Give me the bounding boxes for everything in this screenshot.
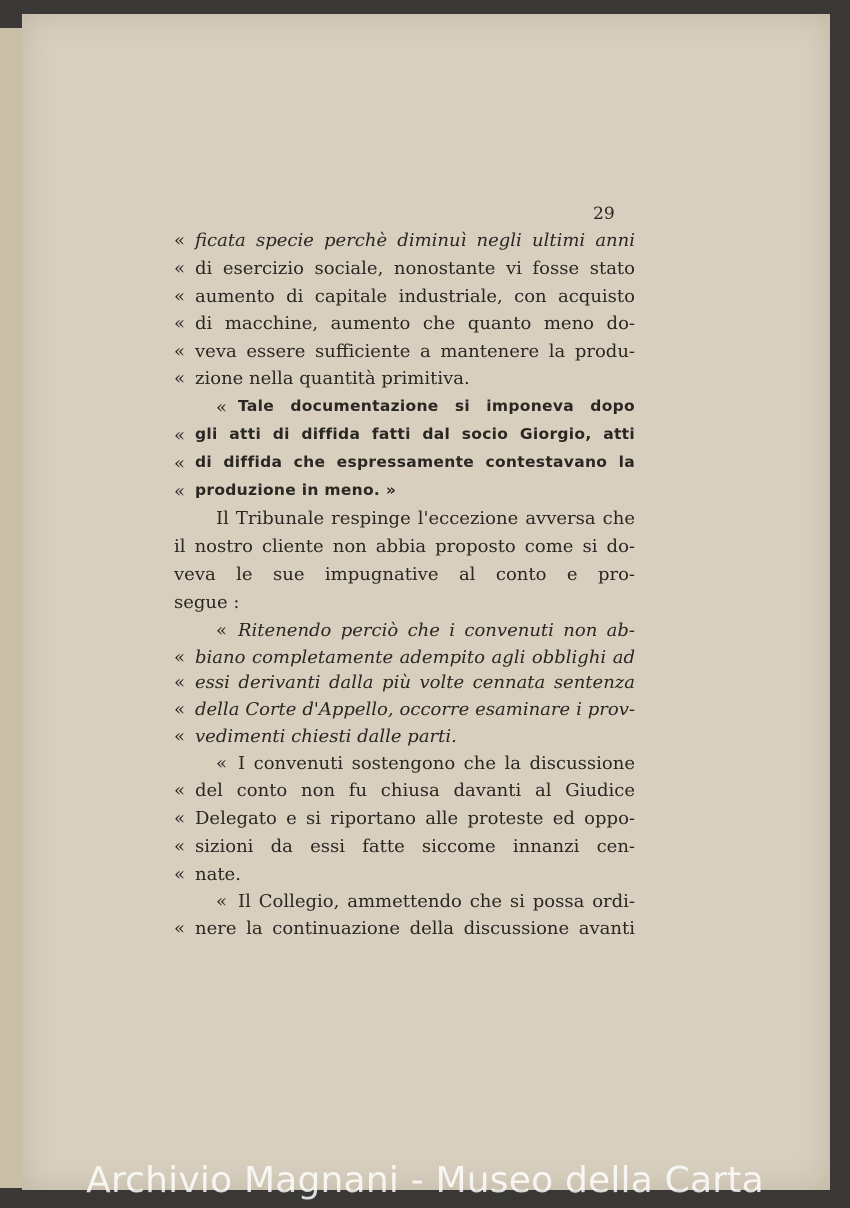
- text-line: « nere la continuazione della discussione avanti: [174, 918, 635, 939]
- text-line: « gli atti di diffida fatti dal socio Giorgio, atti: [174, 425, 635, 446]
- line-text: Il Collegio, ammettendo che si possa ordi-: [238, 891, 635, 912]
- text-line: « biano completamente adempito agli obblighi ad: [174, 647, 635, 668]
- line-text: vedimenti chiesti dalle parti.: [195, 726, 457, 747]
- line-text: del conto non fu chiusa davanti al Giudice: [195, 780, 635, 801]
- line-text: nere la continuazione della discussione avanti: [195, 918, 635, 939]
- line-text: sizioni da essi fatte siccome innanzi cen-: [195, 836, 635, 857]
- text-line: « nate.: [174, 864, 241, 885]
- text-line: « di macchine, aumento che quanto meno do-: [174, 313, 635, 334]
- text-line: « Il Collegio, ammettendo che si possa ordi-: [216, 891, 635, 912]
- text-line: « produzione in meno. »: [174, 481, 397, 502]
- line-text: aumento di capitale industriale, con acquisto: [195, 286, 635, 307]
- line-text: nate.: [195, 864, 241, 885]
- line-text: veva le sue impugnative al conto e pro-: [174, 564, 635, 585]
- line-text: Tale documentazione si imponeva dopo: [238, 397, 635, 415]
- text-line: « di esercizio sociale, nonostante vi fosse stato: [174, 258, 635, 279]
- text-line: « Delegato e si riportano alle proteste ed oppo-: [174, 808, 635, 829]
- archive-watermark: Archivio Magnani - Museo della Carta: [86, 1160, 764, 1201]
- line-text: di macchine, aumento che quanto meno do-: [195, 313, 635, 334]
- text-line: « aumento di capitale industriale, con acquisto: [174, 286, 635, 307]
- text-line: [0, 592, 850, 619]
- text-line: « zione nella quantità primitiva.: [174, 368, 470, 389]
- line-text: segue :: [174, 592, 240, 613]
- line-text: biano completamente adempito agli obblighi ad: [195, 647, 635, 668]
- line-text: gli atti di diffida fatti dal socio Giorgio, atti: [195, 425, 635, 443]
- line-text: veva essere sufficiente a mantenere la produ-: [195, 341, 635, 362]
- text-line: « Tale documentazione si imponeva dopo: [216, 397, 635, 418]
- text-line: [0, 564, 850, 591]
- line-text: zione nella quantità primitiva.: [195, 368, 470, 389]
- text-line: « della Corte d'Appello, occorre esaminare i prov-: [174, 699, 635, 720]
- text-line: « del conto non fu chiusa davanti al Giudice: [174, 780, 635, 801]
- text-line: « di diffida che espressamente contestavano la: [174, 453, 635, 474]
- line-text: Il Tribunale respinge l'eccezione avversa che: [216, 508, 635, 529]
- line-text: ficata specie perchè diminuì negli ultimi anni: [195, 230, 635, 251]
- text-line: [0, 536, 850, 563]
- text-line: « essi derivanti dalla più volte cennata sentenza: [174, 672, 635, 693]
- line-text: di diffida che espressamente contestavano la: [195, 453, 635, 471]
- text-line: « Ritenendo perciò che i convenuti non ab-: [216, 620, 635, 641]
- line-text: essi derivanti dalla più volte cennata sentenza: [195, 672, 635, 693]
- line-text: produzione in meno. »: [195, 481, 397, 499]
- page-number: 29: [593, 204, 615, 224]
- line-text: I convenuti sostengono che la discussione: [238, 753, 635, 774]
- line-text: Ritenendo perciò che i convenuti non ab-: [238, 620, 635, 641]
- text-line: « sizioni da essi fatte siccome innanzi cen-: [174, 836, 635, 857]
- line-text: il nostro cliente non abbia proposto come si do-: [174, 536, 635, 557]
- text-line: [0, 508, 850, 535]
- line-text: della Corte d'Appello, occorre esaminare i prov-: [195, 699, 635, 720]
- line-text: di esercizio sociale, nonostante vi fosse stato: [195, 258, 635, 279]
- text-line: « vedimenti chiesti dalle parti.: [174, 726, 457, 747]
- text-line: « ficata specie perchè diminuì negli ultimi anni: [174, 230, 635, 251]
- line-text: Delegato e si riportano alle proteste ed oppo-: [195, 808, 635, 829]
- text-line: « I convenuti sostengono che la discussione: [216, 753, 635, 774]
- text-line: « veva essere sufficiente a mantenere la produ-: [174, 341, 635, 362]
